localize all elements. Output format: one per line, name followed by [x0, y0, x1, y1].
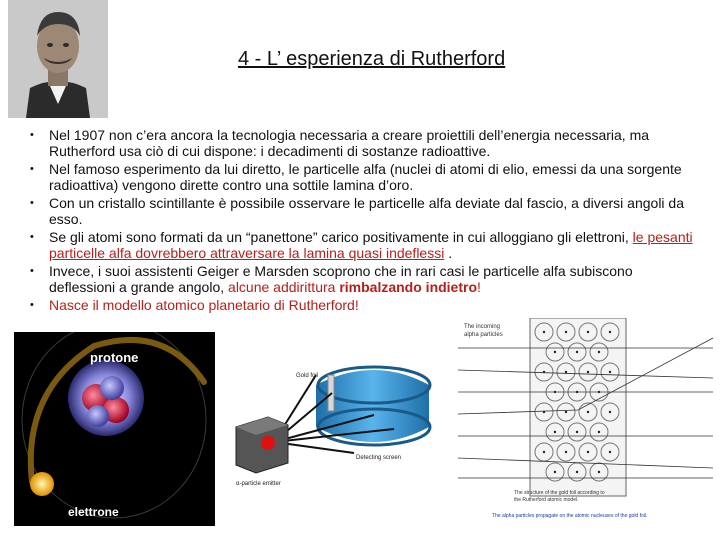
emphasis-text: rimbalzando indietro	[339, 278, 478, 295]
electron-label: elettrone	[68, 505, 119, 519]
list-item	[22, 196, 694, 227]
incoming-label: alpha particles	[464, 332, 503, 338]
rutherford-portrait	[8, 0, 108, 118]
highlight-text: alcune addirittura	[228, 278, 340, 295]
foil-nucleus	[609, 371, 611, 373]
proton-label: protone	[90, 350, 139, 365]
foil-nucleus	[576, 471, 578, 473]
neutron-sphere	[100, 376, 124, 400]
list-item	[22, 264, 694, 295]
atom-model-figure	[14, 332, 215, 526]
list-item	[22, 162, 694, 193]
bullet-icon: •	[30, 265, 34, 277]
foil-nucleus	[587, 371, 589, 373]
foil-nucleus	[587, 331, 589, 333]
list-item	[22, 298, 694, 314]
foil-nucleus	[565, 331, 567, 333]
foil-nucleus	[609, 411, 611, 413]
emitter-source	[261, 436, 275, 450]
bullet-icon: •	[30, 231, 34, 243]
list-item	[22, 128, 694, 159]
bullet-icon: •	[30, 299, 34, 311]
emitter-label: α-particle emitter	[236, 481, 281, 487]
structure-caption: the Rutherford atomic model.	[514, 497, 579, 503]
foil-nucleus	[598, 471, 600, 473]
foil-nucleus	[554, 431, 556, 433]
gold-foil-label: Gold foil	[296, 373, 319, 379]
page-title: 4 - L’ esperienza di Rutherford	[238, 48, 506, 70]
neutron-sphere	[87, 405, 109, 427]
foil-nucleus	[609, 331, 611, 333]
bullet-text: Se gli atomi sono formati da un “panettone” carico positivamente in cui alloggiano gli elettroni,	[49, 229, 633, 245]
bullet-text: Nel 1907 non c’era ancora la tecnologia necessaria a creare proiettili dell’energia necessaria, ma Rutherford usa ciò di cui dispone: i decadimenti di sostanze radioattive.	[49, 127, 650, 159]
foil-nucleus	[598, 351, 600, 353]
electron-sphere	[30, 472, 54, 496]
foil-nucleus	[565, 411, 567, 413]
foil-nucleus	[554, 471, 556, 473]
bullet-text-end: .	[444, 244, 453, 261]
foil-nucleus	[587, 451, 589, 453]
foil-nucleus	[576, 351, 578, 353]
bullet-text: Invece, i suoi assistenti Geiger e Marsden scoprono che in rari casi le particelle alfa subiscono deflessioni a grande angolo,	[49, 263, 633, 295]
bullet-text-end: !	[477, 278, 481, 295]
bullet-icon: •	[30, 129, 34, 141]
experiment-figure	[224, 345, 454, 505]
structure-caption: The structure of the gold foil according to	[514, 490, 605, 496]
bullet-text: Nel famoso esperimento da lui diretto, le particelle alfa (nuclei di atomi di elio, emessi da una sorgente radioattiva) vengono dirette contro una sottile lamina d’oro.	[49, 161, 682, 193]
foil-nucleus	[609, 451, 611, 453]
bullet-list	[22, 128, 694, 317]
screen-label: Detecting screen	[356, 455, 402, 461]
foil-nucleus	[554, 351, 556, 353]
bullet-icon: •	[30, 197, 34, 209]
incoming-label: The incoming	[464, 324, 501, 330]
highlight-text: le pesanti particelle alfa dovrebbero attraversare la lamina quasi indeflessi	[49, 229, 693, 261]
bottom-caption: The alpha particles propagate on the atomic nucleuses of the gold foil.	[492, 513, 648, 519]
bullet-icon: •	[30, 163, 34, 175]
list-item	[22, 230, 694, 261]
foil-nucleus	[598, 431, 600, 433]
foil-nucleus	[543, 451, 545, 453]
foil-nucleus	[576, 431, 578, 433]
foil-nucleus	[587, 411, 589, 413]
foil-nucleus	[565, 371, 567, 373]
bullet-text: Nasce il modello atomico planetario di Rutherford!	[49, 297, 359, 313]
gold-foil-figure	[458, 318, 720, 526]
bullet-text: Con un cristallo scintillante è possibile osservare le particelle alfa deviate dal fascio, a diversi angoli da esso.	[49, 195, 685, 227]
foil-nucleus	[543, 331, 545, 333]
foil-nucleus	[565, 451, 567, 453]
